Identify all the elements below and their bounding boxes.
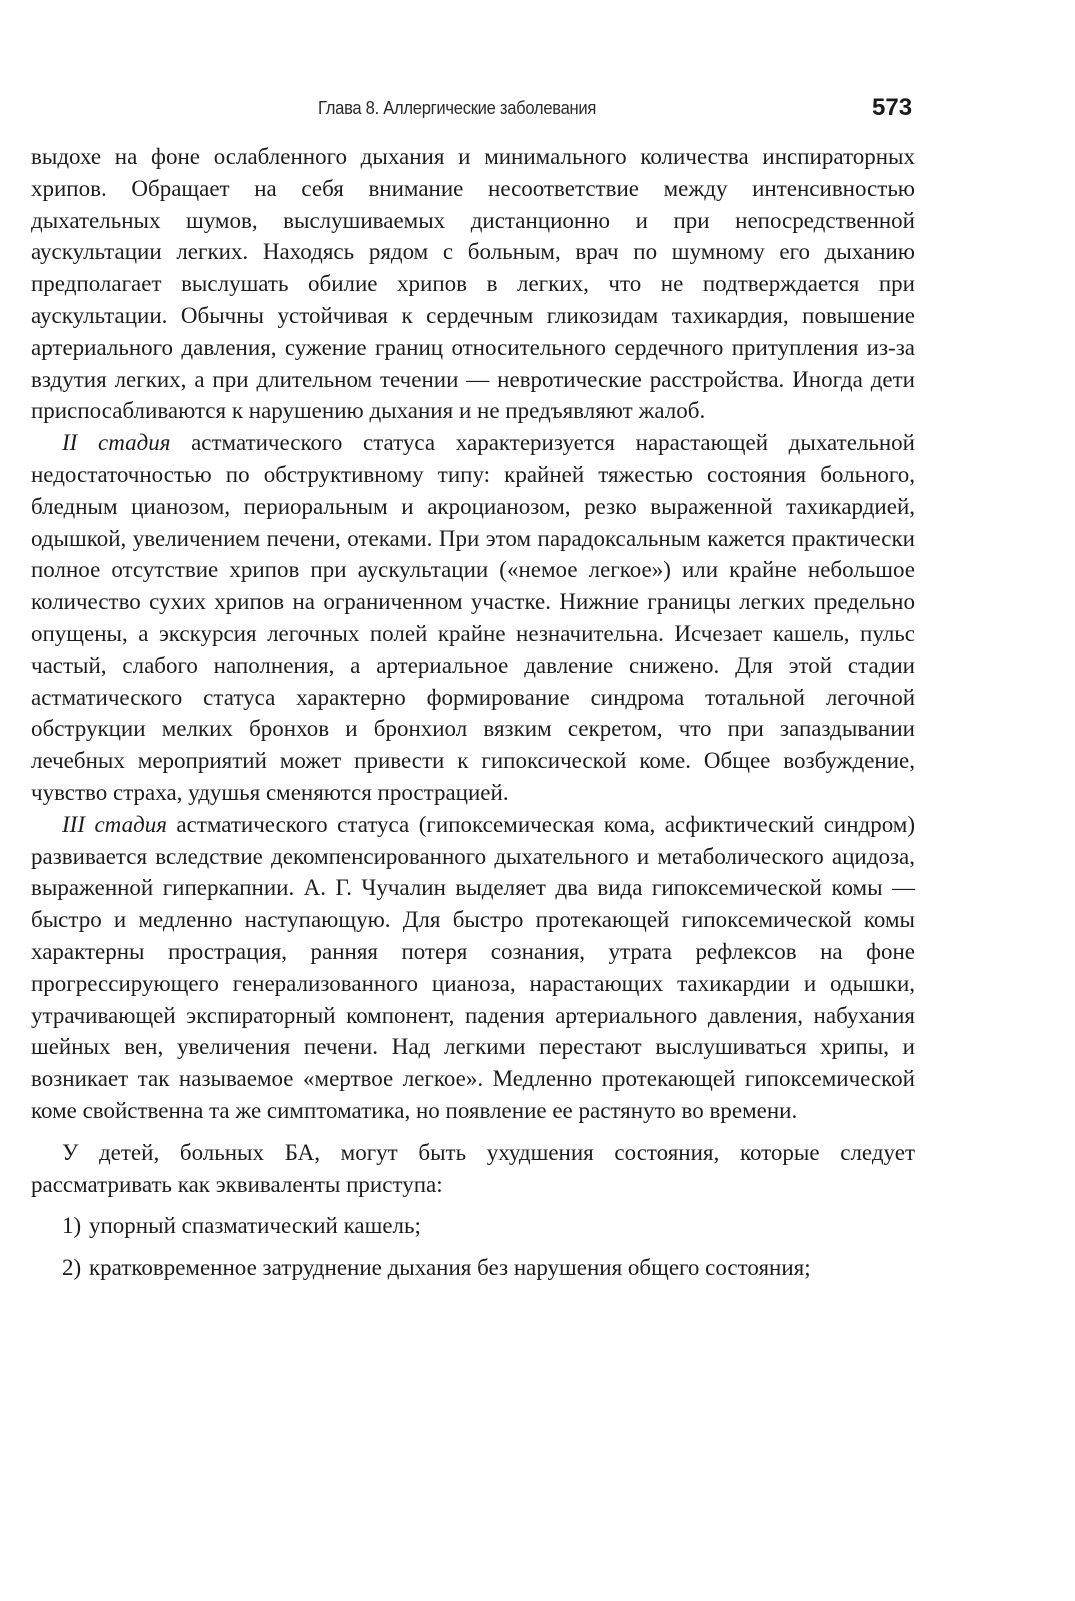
body-text [31,141,915,1294]
paragraph-equivalents [31,1137,915,1201]
list-item-number: 2) [62,1255,82,1281]
paragraph-stage-3 [31,809,915,1127]
list-item-text: кратковременное затруднение дыхания без нарушения общего состояния; [89,1255,811,1281]
page-number: 573 [872,94,913,121]
stage-2-text: астматического статуса характеризуется нарастающей дыхательной недостаточностью по обструктивному типу: крайней тяжестью состояния больного, бледным цианозом, периоральным и акроцианозом, резко выраженной тахикардией, одышкой, увеличением печени, отеками. При этом парадоксальным кажется практически полное отсутствие хрипов при аускультации («немое легкое») или крайне небольшое количество сухих хрипов на ограниченном участке. Нижние границы легких предельно опущены, а экскурсия легочных полей крайне незначительна. Исчезает кашель, пульс частый, слабого наполнения, а артериальное давление снижено. Для этой стадии астматического статуса характерно формирование синдрома тотальной легочной обструкции мелких бронхов и бронхиол вязким секретом, что при запаздывании лечебных мероприятий может привести к гипоксической коме. Общее возбуждение, чувство страха, удушья сменяются прострацией. [31,430,915,805]
paragraph-stage-2 [31,427,915,809]
paragraph-continuation: выдохе на фоне ослабленного дыхания и минимального количества инспираторных хрипов. Обращает на себя внимание несоответствие между интенсивностью дыхательных шумов, выслушиваемых дистанционно и при непосредственной аускультации легких. Находясь рядом с больным, врач по шумному его дыханию предполагает выслушать обилие хрипов в легких, что не подтверждается при аускультации. Обычны устойчивая к сердечным гликозидам тахикардия, повышение артериального давления, сужение границ относительного сердечного притупления из-за вздутия легких, а при длительном течении — невротические расстройства. Иногда дети приспосабливаются к нарушению дыхания и не предъявляют жалоб. [31,144,915,424]
list-item [31,1210,915,1242]
list-item-number: 1) [62,1213,82,1239]
list-item [31,1252,915,1284]
equivalents-list [31,1210,915,1284]
running-title: Глава 8. Аллергические заболевания [318,98,597,118]
running-head [0,94,1075,128]
stage-2-label: II стадия [62,430,171,456]
list-item-text: упорный спазматический кашель; [89,1213,421,1239]
stage-3-text: астматического статуса (гипоксемическая кома, асфиктический синдром) развивается вследствие декомпенсированного дыхательного и метаболического ацидоза, выраженной гиперкапнии. А. Г. Чучалин выделяет два вида гипоксемической комы — быстро и медленно наступающую. Для быстро протекающей гипоксемической комы характерны прострация, ранняя потеря сознания, утрата рефлексов на фоне прогрессирующего генерализованного цианоза, нарастающих тахикардии и одышки, утрачивающей экспираторный компонент, падения артериального давления, набухания шейных вен, увеличения печени. Над легкими перестают выслушиваться хрипы, и возникает так называемое «мертвое легкое». Медленно протекающей гипоксемической коме свойственна та же симптоматика, но появление ее растянуто во времени. [31,811,916,1123]
equivalents-text: У детей, больных БА, могут быть ухудшения состояния, которые следует рассматривать как эквиваленты приступа: [31,1139,915,1197]
stage-3-label: III стадия [62,811,167,837]
